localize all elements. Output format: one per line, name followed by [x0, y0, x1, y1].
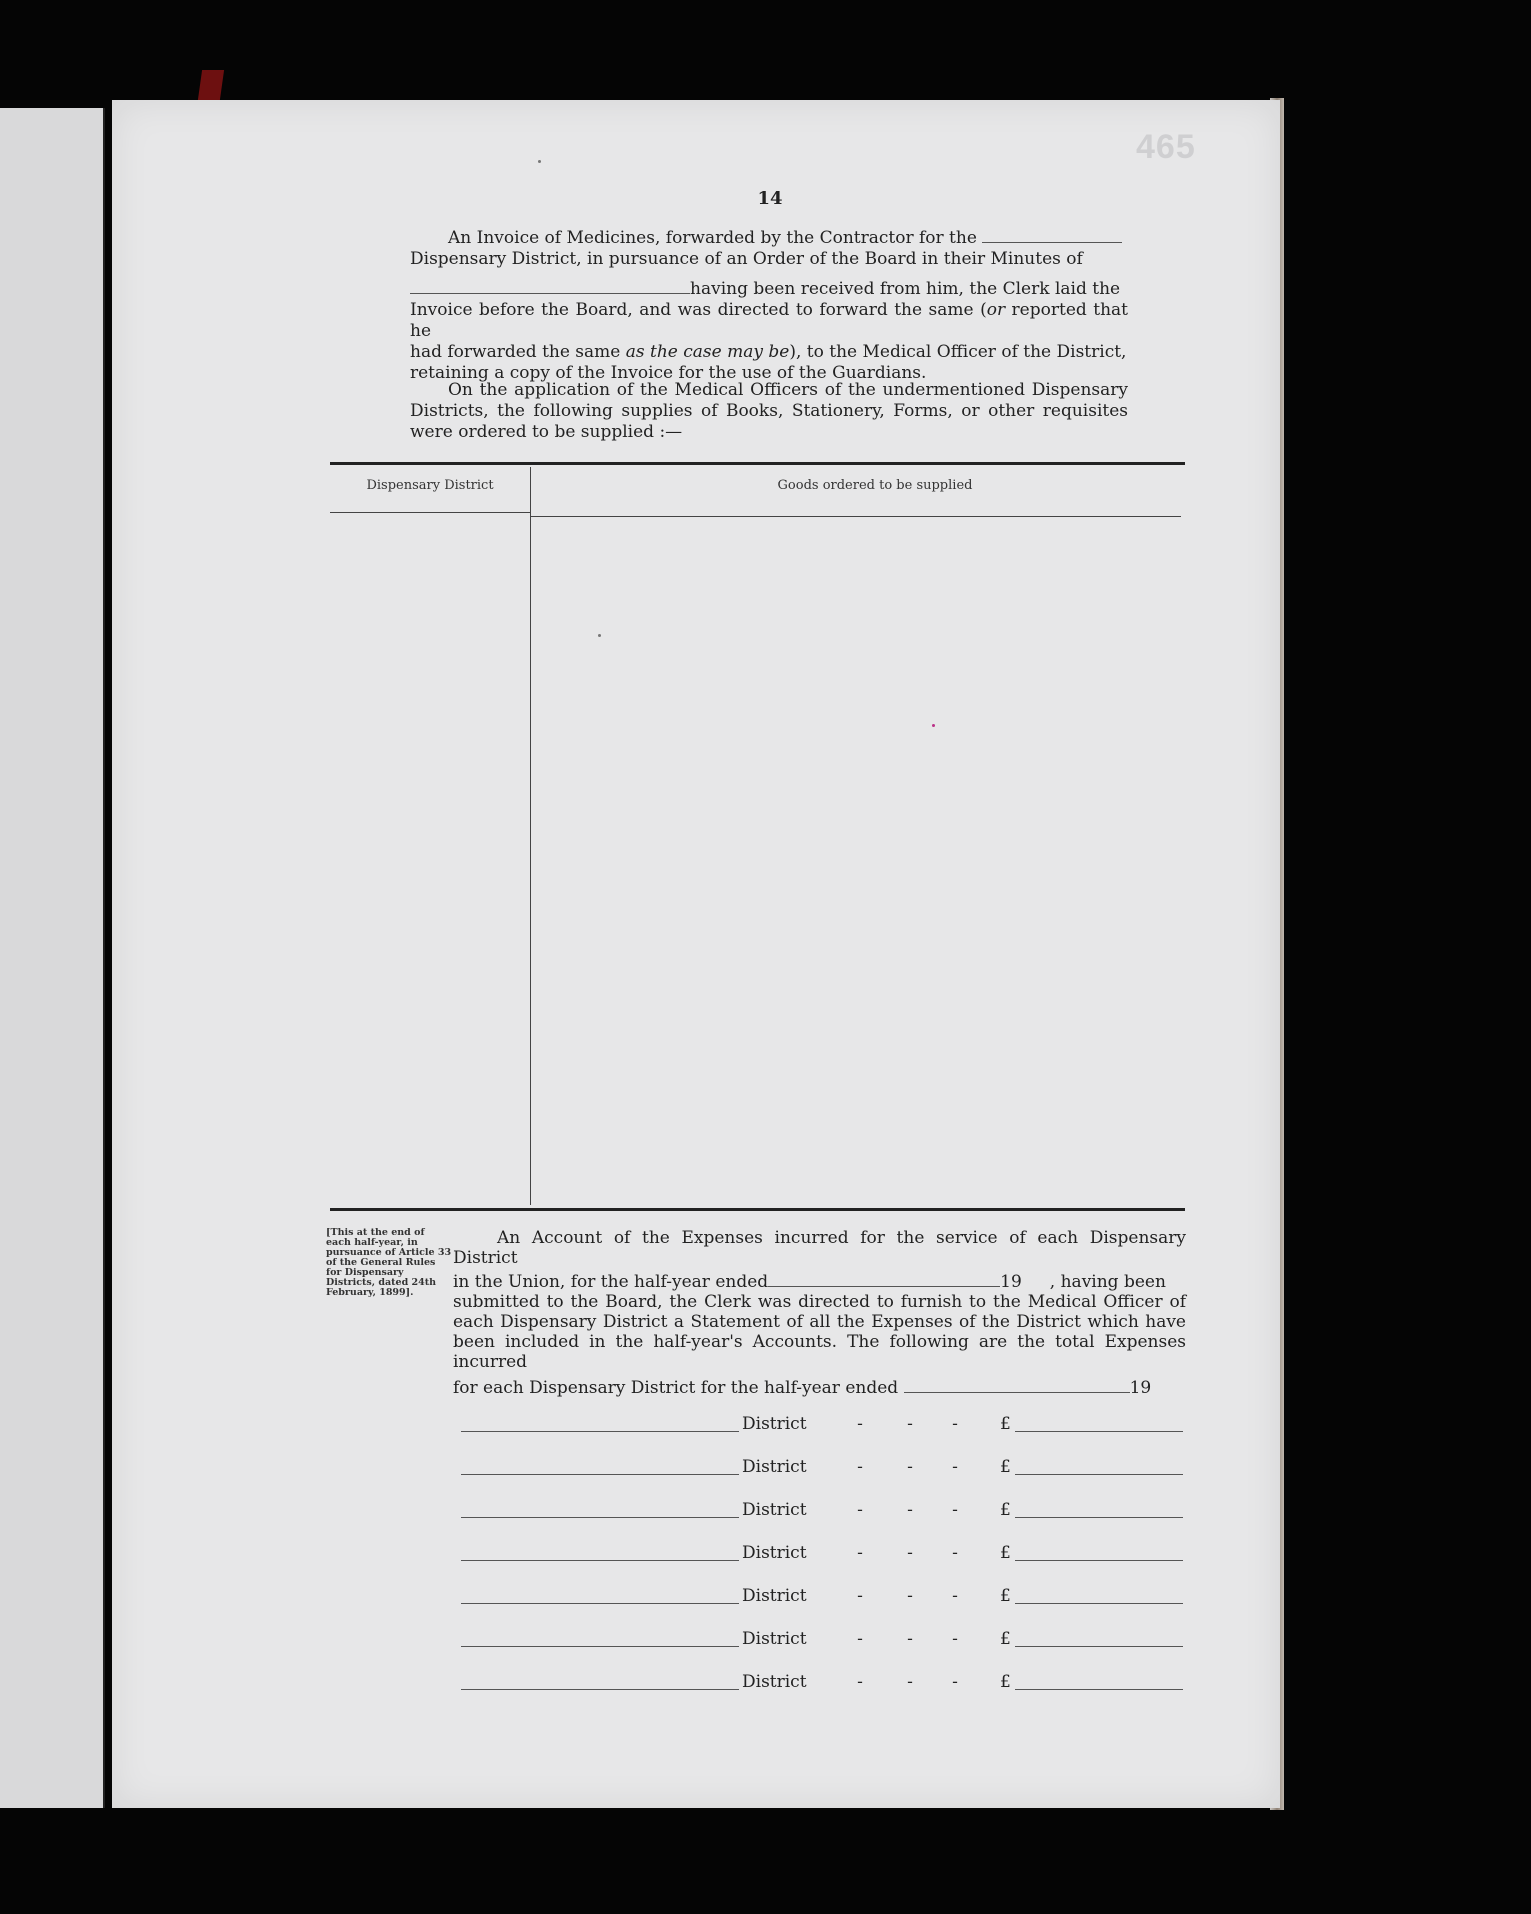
table-top-rule	[330, 462, 1185, 465]
leader-dash: -	[857, 1543, 863, 1563]
leader-dash: -	[907, 1586, 913, 1606]
amount-blank[interactable]	[1015, 1560, 1183, 1561]
leader-dash: -	[952, 1414, 958, 1434]
supplies-text: On the application of the Medical Officers of the undermentioned Dispensary Districts, the following supplies of Books, Stationery, Forms, or other requisites were ordered to be supplied :—	[410, 380, 1128, 442]
amount-blank[interactable]	[1015, 1431, 1183, 1432]
district-row	[455, 1668, 1185, 1694]
invoice-line-4-or: or	[986, 300, 1006, 320]
invoice-line-4: Invoice before the Board, and was directed to forward the same (	[410, 300, 987, 320]
paper-speck	[932, 724, 935, 727]
district-name-blank[interactable]	[461, 1646, 739, 1647]
amount-blank[interactable]	[1015, 1646, 1183, 1647]
district-name-blank[interactable]	[461, 1689, 739, 1690]
district-column-cell[interactable]	[330, 518, 528, 1204]
leader-dash: -	[907, 1629, 913, 1649]
leader-dash: -	[952, 1586, 958, 1606]
district-label: District	[742, 1629, 807, 1649]
pound-sign: £	[1000, 1414, 1011, 1434]
pound-sign: £	[1000, 1586, 1011, 1606]
account-rest: submitted to the Board, the Clerk was directed to furnish to the Medical Officer of each Dispensary District a Statement of all the Expenses of the District which have been included in the half-year's Accounts. The following are the total Expenses incurred	[453, 1292, 1186, 1372]
district-name-blank[interactable]	[461, 1560, 739, 1561]
pound-sign: £	[1000, 1500, 1011, 1520]
district-row	[455, 1625, 1185, 1651]
leader-dash: -	[952, 1543, 958, 1563]
red-tab-marker	[198, 70, 224, 100]
district-row	[455, 1453, 1185, 1479]
district-name-blank[interactable]	[461, 1474, 739, 1475]
leader-dash: -	[907, 1672, 913, 1692]
goods-column-cell[interactable]	[533, 518, 1183, 1204]
leader-dash: -	[907, 1543, 913, 1563]
paper-speck	[598, 634, 601, 637]
pound-sign: £	[1000, 1543, 1011, 1563]
district-name-blank[interactable]	[461, 1431, 739, 1432]
leader-dash: -	[952, 1629, 958, 1649]
district-label: District	[742, 1500, 807, 1520]
account-last-start: for each Dispensary District for the half-year ended	[453, 1378, 899, 1398]
invoice-line-2: Dispensary District, in pursuance of an Order of the Board in their Minutes of	[410, 249, 1083, 269]
supplies-paragraph	[410, 380, 1128, 443]
invoice-line-6: retaining a copy of the Invoice for the use of the Guardians.	[410, 363, 927, 383]
leader-dash: -	[857, 1629, 863, 1649]
half-year-date-blank[interactable]	[768, 1272, 1000, 1287]
district-label: District	[742, 1543, 807, 1563]
district-row	[455, 1582, 1185, 1608]
leader-dash: -	[857, 1586, 863, 1606]
header-rule-right	[531, 516, 1181, 517]
account-line-2-year: 19	[1000, 1272, 1022, 1292]
invoice-line-1: An Invoice of Medicines, forwarded by the Contractor for the	[448, 228, 977, 248]
leader-dash: -	[952, 1500, 958, 1520]
leader-dash: -	[952, 1457, 958, 1477]
invoice-line-5-end: ), to the Medical Officer of the District,	[789, 342, 1127, 362]
invoice-line-5-italic: as the case may be	[625, 342, 790, 362]
leader-dash: -	[857, 1414, 863, 1434]
account-line-1: An Account of the Expenses incurred for the service of each Dispensary District	[453, 1228, 1186, 1268]
district-row	[455, 1496, 1185, 1522]
district-row	[455, 1410, 1185, 1436]
invoice-line-5-start: had forwarded the same	[410, 342, 626, 362]
district-label: District	[742, 1672, 807, 1692]
marginal-note: [This at the end of each half-year, in pursuance of Article 33 of the General Rules for Dispensary Districts, dated 24th February, 1899].	[326, 1227, 452, 1298]
account-line-2-end: , having been	[1049, 1272, 1166, 1292]
archive-stamp-number: 465	[1136, 128, 1196, 166]
amount-blank[interactable]	[1015, 1603, 1183, 1604]
leader-dash: -	[907, 1414, 913, 1434]
invoice-line-3: having been received from him, the Clerk laid the	[690, 279, 1121, 299]
amount-blank[interactable]	[1015, 1517, 1183, 1518]
district-label: District	[742, 1414, 807, 1434]
invoice-paragraph	[410, 228, 1128, 384]
account-line-2-start: in the Union, for the half-year ended	[453, 1272, 769, 1292]
column-header-goods: Goods ordered to be supplied	[777, 478, 973, 493]
leader-dash: -	[857, 1500, 863, 1520]
account-last-year: 19	[1129, 1378, 1152, 1398]
pound-sign: £	[1000, 1672, 1011, 1692]
page-number: 14	[757, 188, 783, 209]
facing-page	[0, 108, 105, 1808]
invoice-line-4-end: reported that he	[410, 300, 1128, 341]
header-rule-left	[330, 512, 530, 513]
district-name-blank[interactable]	[461, 1517, 739, 1518]
pound-sign: £	[1000, 1457, 1011, 1477]
contractor-district-blank[interactable]	[982, 228, 1122, 243]
half-year-date-blank-2[interactable]	[904, 1378, 1130, 1393]
minutes-date-blank[interactable]	[410, 279, 690, 294]
district-name-blank[interactable]	[461, 1603, 739, 1604]
district-row	[455, 1539, 1185, 1565]
leader-dash: -	[952, 1672, 958, 1692]
amount-blank[interactable]	[1015, 1689, 1183, 1690]
district-label: District	[742, 1457, 807, 1477]
leader-dash: -	[857, 1457, 863, 1477]
account-paragraph	[453, 1228, 1186, 1398]
pound-sign: £	[1000, 1629, 1011, 1649]
leader-dash: -	[857, 1672, 863, 1692]
column-separator	[530, 467, 531, 1205]
amount-blank[interactable]	[1015, 1474, 1183, 1475]
table-bottom-rule	[330, 1208, 1185, 1211]
district-label: District	[742, 1586, 807, 1606]
leader-dash: -	[907, 1457, 913, 1477]
paper-speck	[538, 160, 541, 163]
column-header-district: Dispensary District	[366, 478, 494, 493]
leader-dash: -	[907, 1500, 913, 1520]
